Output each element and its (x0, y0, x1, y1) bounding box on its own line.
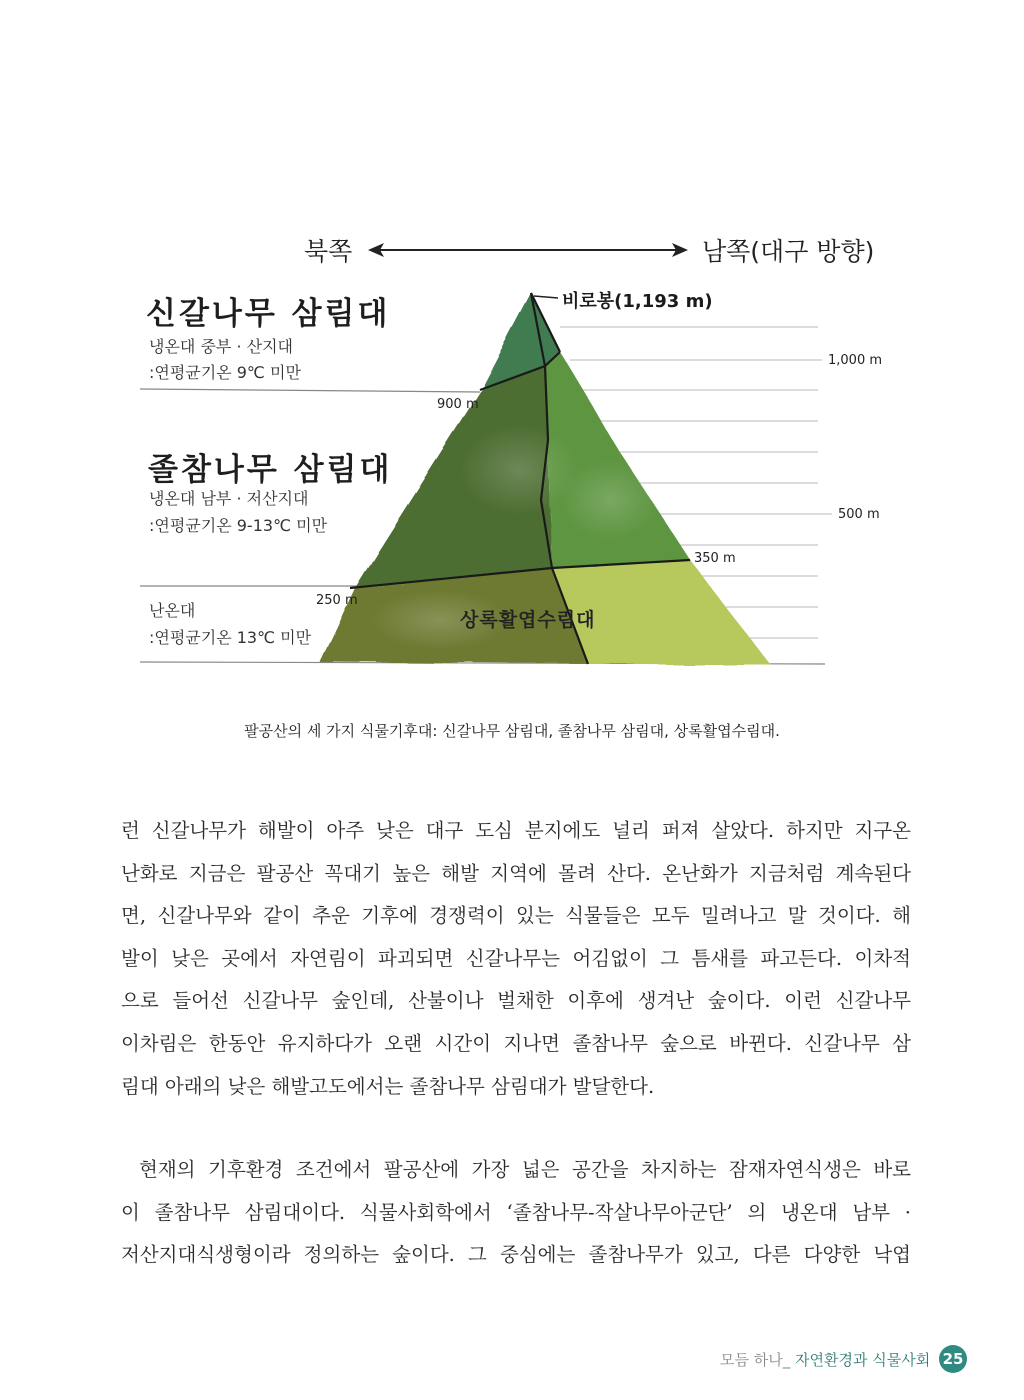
zone1-desc: 냉온대 중부 · 산지대 (149, 337, 293, 356)
text-line: 면, 신갈나무와 같이 추운 기후에 경쟁력이 있는 식물들은 모두 밀려나고 말 것이다. 해 (121, 904, 911, 928)
evergreen-forest-label: 상록활엽수림대 (460, 609, 596, 631)
zone2-temp: :연평균기온 9-13℃ 미만 (149, 516, 328, 535)
south-label: 남쪽(대구 방향) (702, 237, 875, 266)
north-label: 북쪽 (304, 237, 353, 266)
zone-boundary-900 (140, 389, 480, 392)
altitude-1000-label: 1,000 m (828, 353, 883, 368)
text-line: 현재의 기후환경 조건에서 팔공산에 가장 넓은 공간을 차지하는 잠재자연식생은 바로 (139, 1158, 911, 1181)
footer-section: 모듬 하나_ (720, 1351, 791, 1369)
altitude-500-label: 500 m (838, 507, 880, 522)
zone3-temp: :연평균기온 13℃ 미만 (149, 628, 312, 647)
text-line: 저산지대식생형이라 정의하는 숲이다. 그 중심에는 졸참나무가 있고, 다른 다양한 낙엽 (121, 1243, 911, 1267)
altitude-250-label: 250 m (316, 593, 358, 608)
double-arrow-icon (368, 240, 688, 260)
text-line: 이차림은 한동안 유지하다가 오랜 시간이 지나면 졸참나무 숲으로 바뀐다. 신갈나무 삼 (121, 1031, 911, 1055)
zone2-desc: 냉온대 남부 · 저산지대 (149, 489, 309, 508)
page-number: 25 (939, 1345, 967, 1373)
text-line: 이 졸참나무 삼림대이다. 식물사회학에서 ‘졸참나무-작살나무아군단’ 의 냉온대 남부 · (121, 1200, 911, 1224)
page-footer (720, 1349, 930, 1370)
peak-label: 비로봉(1,193 m) (562, 291, 713, 312)
zone1-title: 신갈나무 삼림대 (146, 296, 391, 332)
text-line: 난화로 지금은 팔공산 꼭대기 높은 해발 지역에 몰려 산다. 온난화가 지금처럼 계속된다 (121, 861, 911, 885)
text-line: 으로 들어선 신갈나무 숲인데, 산불이나 벌채한 이후에 생겨난 숲이다. 이런 신갈나무 (121, 989, 911, 1013)
figure-caption: 팔공산의 세 가지 식물기후대: 신갈나무 삼림대, 졸참나무 삼림대, 상록활엽수림대. (244, 722, 780, 740)
body-paragraph-2 (121, 1149, 911, 1277)
text-line: 발이 낮은 곳에서 자연림이 파괴되면 신갈나무는 어김없이 그 틈새를 파고든다. 이차적 (121, 946, 911, 970)
footer-chapter: 자연환경과 식물사회 (795, 1351, 931, 1369)
altitude-350-label: 350 m (694, 551, 736, 566)
body-paragraph-1 (121, 810, 911, 1108)
zone3-desc: 난온대 (149, 601, 196, 620)
zone2-title: 졸참나무 삼림대 (148, 452, 393, 488)
text-line: 런 신갈나무가 해발이 아주 낮은 대구 도심 분지에도 널리 퍼져 살았다. 하지만 지구온 (121, 819, 911, 842)
zone1-temp: :연평균기온 9℃ 미만 (149, 363, 301, 382)
text-line: 림대 아래의 낮은 해발고도에서는 졸참나무 삼림대가 발달한다. (121, 1074, 655, 1098)
peak-leader (534, 296, 558, 298)
altitude-900-label: 900 m (437, 397, 479, 412)
